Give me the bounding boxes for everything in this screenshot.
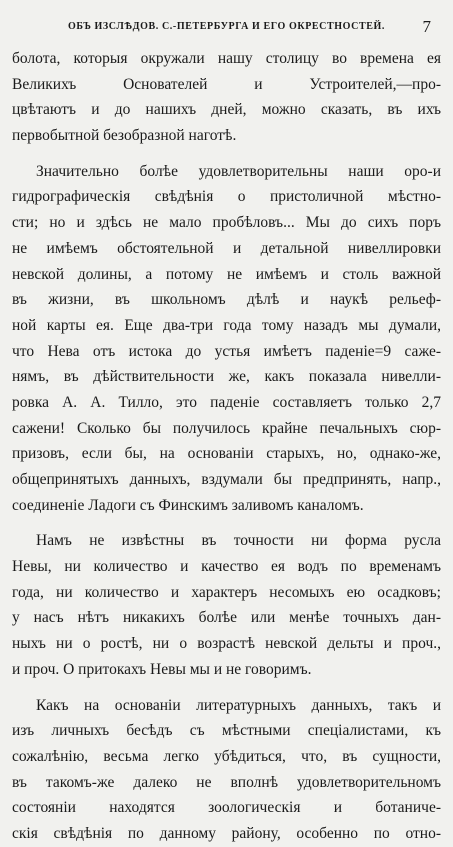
text-line: Великихъ Основателей и Устроителей,—про- [12,75,441,93]
text-line: ровка А. А. Тилло, это паденіе составляетъ только 2,7 [12,393,441,411]
paragraph [12,159,441,519]
text-line: гидрографическія свѣдѣнія о пристоличной мѣстно- [12,188,441,206]
text-line: цвѣтаютъ и до нашихъ дней, можно сказать, въ ихъ [12,101,441,119]
paragraph [12,46,441,149]
text-line: ныхъ ни о ростѣ, ни о возрастѣ невской дельты и проч., [12,635,441,653]
text-line: въ такомъ-же далеко не вполнѣ удовлетворительномъ [12,773,441,791]
text-line: состояніи находятся зоологическія и ботаниче- [12,799,441,817]
text-line: у насъ нѣтъ никакихъ болѣе или менѣе точныхъ дан- [12,609,441,627]
text-line: нямъ, въ дѣйствительности же, какъ показала нивелли- [12,368,441,386]
text-line: Намъ не извѣстны въ точности ни форма русла [36,532,441,550]
paragraph [12,528,441,682]
paragraph [12,693,441,847]
running-title: ОБЪ ИЗСЛѢДОВ. С.-ПЕТЕРБУРГА И ЕГО ОКРЕСТНОСТЕЙ. [67,21,385,32]
text-line: ной карты ея. Еще два-три года тому назадъ мы думали, [12,316,441,334]
text-line: Невы, ни количество и качество ея водъ по временамъ [12,558,441,576]
text-line: и проч. О притокахъ Невы мы и не говоримъ. [12,660,312,678]
text-line: не имѣемъ обстоятельной и детальной нивеллировки [12,239,441,257]
text-line: года, ни количество и характеръ несомыхъ ею осадковъ; [12,583,441,601]
text-line: сти; но и здѣсь не мало пробѣловъ... Мы до сихъ поръ [12,214,441,232]
text-line: Значительно болѣе удовлетворительны наши оро-и [36,162,441,180]
text-line: общепринятыхъ данныхъ, вздумали бы предпринять, напр., [12,471,441,488]
text-line: призовъ, если бы, на основаніи старыхъ, но, однако-же, [12,445,441,463]
text-line: изъ личныхъ бесѣдъ съ мѣстными спеціалистами, къ [12,722,441,740]
text-line: въ жизни, въ школьномъ дѣлѣ и наукѣ рельеф- [12,291,441,309]
text-line: болота, которыя окружали нашу столицу во времена ея [12,50,441,67]
running-header [12,14,441,40]
text-line: первобытной безобразной наготѣ. [12,127,237,145]
page-number: 7 [422,17,431,36]
text-line: невской долины, а потому не имѣемъ и столь важной [12,265,441,283]
text-line: что Нева отъ истока до устья имѣетъ паденіе=9 саже- [12,342,441,360]
text-line: сожалѣнію, весьма легко убѣдиться, что, въ сущности, [12,747,441,765]
page-body [12,46,441,847]
text-line: сажени! Сколько бы получилось крайне печальныхъ сюр- [12,419,441,437]
text-line: скія свѣдѣнія по данному району, особенно по отно- [12,824,441,842]
text-line: Какъ на основаніи литературныхъ данныхъ, такъ и [36,696,441,714]
text-line: соединеніе Ладоги съ Финскимъ заливомъ каналомъ. [12,496,364,514]
